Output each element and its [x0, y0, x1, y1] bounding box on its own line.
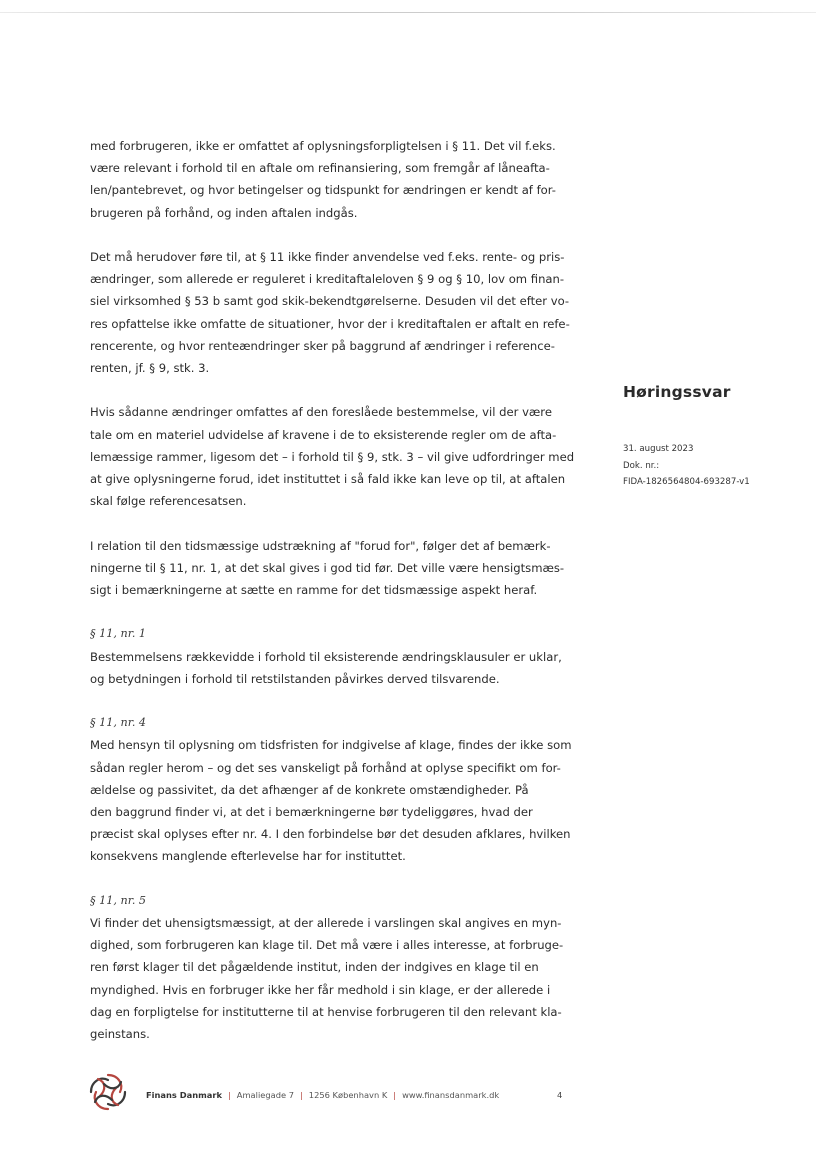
finans-danmark-logo-icon — [86, 1070, 130, 1114]
text-line: med forbrugeren, ikke er omfattet af oplysningsforpligtelsen i § 11. Det vil f.eks. — [90, 139, 556, 153]
text-line: myndighed. Hvis en forbruger ikke her får medhold i sin klage, er der allerede i — [90, 982, 551, 997]
text-line: Det må herudover føre til, at § 11 ikke finder anvendelse ved f.eks. rente- og pris- — [90, 250, 565, 264]
footer-city: 1256 København K — [308, 1090, 388, 1100]
text-line: konsekvens manglende efterlevelse har for instituttet. — [90, 849, 406, 864]
footer-separator: | — [300, 1090, 303, 1100]
text-line: len/pantebrevet, og hvor betingelser og tidspunkt for ændringen er kendt af for- — [90, 183, 556, 198]
text-line: sigt i bemærkningerne at sætte en ramme for det tidsmæssige aspekt heraf. — [90, 583, 538, 598]
text-line: tale om en materiel udvidelse af kravene i de to eksisterende regler om de afta- — [90, 427, 557, 442]
text-line: lemæssige rammer, ligesom det – i forhold til § 9, stk. 3 – vil give udfordringer med — [90, 449, 575, 464]
text-line: I relation til den tidsmæssige udstrækning af "forud for", følger det af bemærk- — [90, 538, 551, 553]
section-nr-1 — [90, 623, 570, 690]
section-heading: § 11, nr. 5 — [90, 893, 147, 907]
footer-brand: Finans Danmark — [146, 1090, 222, 1100]
paragraph-3 — [90, 401, 575, 512]
text-line: ningerne til § 11, nr. 1, at det skal gives i god tid før. Det ville være hensigtsmæs- — [90, 560, 565, 575]
page-number: 4 — [557, 1090, 563, 1100]
text-line: dighed, som forbrugeren kan klage til. Det må være i alles interesse, at forbruge- — [90, 938, 564, 953]
text-line: at give oplysningerne forud, idet instituttet i så fald ikke kan leve op til, at aftalen — [90, 472, 566, 487]
text-line: Hvis sådanne ændringer omfattes af den foreslåede bestemmelse, vil der være — [90, 405, 552, 420]
text-line: dag en forpligtelse for institutterne til at henvise forbrugeren til den relevant kla- — [90, 1004, 562, 1019]
text-line: geinstans. — [90, 1027, 150, 1042]
footer-contact — [146, 1090, 499, 1100]
page-footer — [86, 1070, 576, 1120]
text-line: den baggrund finder vi, at det i bemærkningerne bør tydeliggøres, hvad der — [90, 805, 533, 820]
text-line: res opfattelse ikke omfatte de situationer, hvor der i kreditaftalen er aftalt en refe- — [90, 316, 570, 331]
text-line: rencerente, og hvor renteændringer sker på baggrund af ændringer i reference- — [90, 338, 555, 353]
text-line: sådan regler herom – og det ses vanskeligt på forhånd at oplyse specifikt om for- — [90, 760, 561, 775]
section-nr-4 — [90, 712, 570, 867]
sidebar-info — [623, 383, 813, 491]
top-rule — [0, 12, 816, 13]
paragraph-2 — [90, 246, 570, 379]
text-line: ren først klager til det pågældende institut, inden der indgives en klage til en — [90, 960, 539, 975]
section-heading: § 11, nr. 1 — [90, 627, 147, 641]
text-line: Med hensyn til oplysning om tidsfristen for indgivelse af klage, findes der ikke som — [90, 738, 572, 753]
text-line: skal følge referencesatsen. — [90, 494, 247, 509]
document-number-label: Dok. nr.: — [623, 460, 660, 471]
text-line: Vi finder det uhensigtsmæssigt, at der allerede i varslingen skal angives en myn- — [90, 916, 562, 931]
section-heading: § 11, nr. 4 — [90, 716, 147, 730]
document-body — [90, 135, 575, 1045]
text-line: brugeren på forhånd, og inden aftalen indgås. — [90, 205, 358, 220]
paragraph-1 — [90, 135, 570, 224]
document-type-title: Høringssvar — [623, 383, 731, 401]
paragraph-4 — [90, 535, 570, 602]
document-meta — [623, 441, 813, 491]
section-nr-5 — [90, 890, 570, 1045]
text-line: ældelse og passivitet, da det afhænger af de konkrete omstændigheder. På — [90, 782, 529, 797]
document-date: 31. august 2023 — [623, 444, 694, 454]
text-line: Bestemmelsens rækkevidde i forhold til eksisterende ændringsklausuler er uklar, — [90, 649, 562, 664]
text-line: og betydningen i forhold til retstilstanden påvirkes derved tilsvarende. — [90, 671, 500, 686]
footer-website-link[interactable]: www.finansdanmark.dk — [402, 1090, 500, 1100]
text-line: være relevant i forhold til en aftale om refinansiering, som fremgår af låneafta- — [90, 161, 550, 176]
text-line: siel virksomhed § 53 b samt god skik-bekendtgørelserne. Desuden vil det efter vo- — [90, 294, 570, 309]
document-number: FIDA-1826564804-693287-v1 — [623, 477, 750, 487]
footer-separator: | — [228, 1090, 231, 1100]
text-line: ændringer, som allerede er reguleret i kreditaftaleloven § 9 og § 10, lov om finan- — [90, 272, 565, 287]
footer-separator: | — [393, 1090, 397, 1100]
footer-address: Amaliegade 7 — [236, 1090, 294, 1100]
text-line: renten, jf. § 9, stk. 3. — [90, 361, 210, 376]
text-line: præcist skal oplyses efter nr. 4. I den forbindelse bør det desuden afklares, hvilken — [90, 827, 571, 842]
